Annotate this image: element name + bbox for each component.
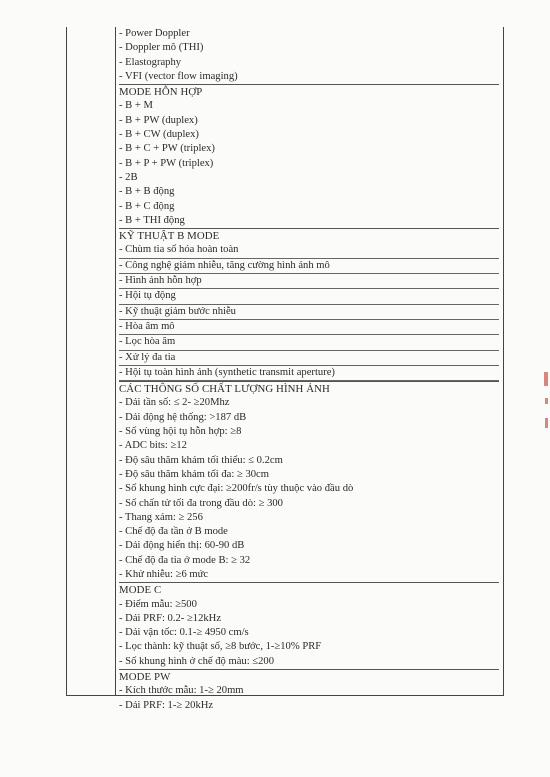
section-header: MODE C <box>119 584 162 597</box>
list-item: - Dải PRF: 1-≥ 20kHz <box>119 699 214 711</box>
list-item: - Công nghệ giảm nhiễu, tăng cường hình ảnh mô <box>119 259 499 274</box>
column-divider <box>115 27 116 695</box>
list-item: - Hội tụ động <box>119 289 499 304</box>
list-item: - ADC bits: ≥12 <box>119 440 187 452</box>
list-item: - Elastography <box>119 56 182 68</box>
list-item: - Điểm mẫu: ≥500 <box>119 598 197 610</box>
list-item: - B + M <box>119 100 153 112</box>
red-mark <box>545 418 548 428</box>
spec-section <box>119 228 499 381</box>
section-header: CÁC THÔNG SỐ CHẤT LƯỢNG HÌNH ẢNH <box>119 383 330 396</box>
list-item: - Lọc thành: kỹ thuật số, ≥8 bước, 1-≥10% PRF <box>119 641 322 653</box>
list-item: - Kích thước mẫu: 1-≥ 20mm <box>119 685 244 697</box>
spec-section <box>119 381 499 582</box>
section-header: MODE HỖN HỢP <box>119 86 203 99</box>
list-item: - Dải vận tốc: 0.1-≥ 4950 cm/s <box>119 627 249 639</box>
list-item: - B + P + PW (triplex) <box>119 157 214 169</box>
section-header: KỸ THUẬT B MODE <box>119 230 220 243</box>
list-item: - Xử lý đa tia <box>119 351 499 366</box>
list-item: - Hội tụ toàn hình ảnh (synthetic transmit aperture) <box>119 366 499 381</box>
list-item: - Độ sâu thăm khám tối thiểu: ≤ 0.2cm <box>119 454 283 466</box>
list-item: - Chùm tia số hóa hoàn toàn <box>119 243 499 258</box>
spec-section <box>119 669 499 713</box>
list-item: - Chế độ đa tần ở B mode <box>119 526 228 538</box>
list-item: - Hòa âm mô <box>119 320 499 335</box>
list-item: - Power Doppler <box>119 28 190 39</box>
list-item: - B + B động <box>119 186 175 198</box>
list-item: - Độ sâu thăm khám tối đa: ≥ 30cm <box>119 468 269 480</box>
list-item: - B + PW (duplex) <box>119 114 198 126</box>
list-item: - Kỹ thuật giảm bước nhiễu <box>119 305 499 320</box>
spec-table <box>66 27 504 711</box>
list-item: - Lọc hòa âm <box>119 335 499 350</box>
list-item: - 2B <box>119 171 138 183</box>
list-item: - Dải PRF: 0.2- ≥12kHz <box>119 612 222 624</box>
list-item: - Số vùng hội tụ hỗn hợp: ≥8 <box>119 426 242 438</box>
list-item: - B + THI động <box>119 214 185 226</box>
spec-column <box>119 27 499 713</box>
section-header: MODE PW <box>119 671 171 684</box>
list-item: - Hình ảnh hỗn hợp <box>119 274 499 289</box>
list-item: - B + C động <box>119 200 175 212</box>
list-item: - B + C + PW (triplex) <box>119 143 215 155</box>
list-item: - Dải động hiển thị: 60-90 dB <box>119 540 245 552</box>
list-item: - Dải động hệ thống: >187 dB <box>119 411 247 423</box>
list-item: - Số khung hình ở chế độ màu: ≤200 <box>119 655 275 667</box>
list-item: - Khử nhiễu: ≥6 mức <box>119 568 209 580</box>
list-item: - B + CW (duplex) <box>119 129 199 141</box>
list-item: - Số chấn tử tối đa trong đầu dò: ≥ 300 <box>119 497 283 509</box>
list-item: - Doppler mô (THI) <box>119 42 204 54</box>
list-item: - VFI (vector flow imaging) <box>119 70 238 82</box>
list-item: - Thang xám: ≥ 256 <box>119 511 203 523</box>
spec-section <box>119 84 499 228</box>
list-item: - Chế độ đa tia ở mode B: ≥ 32 <box>119 554 251 566</box>
list-item: - Dải tần số: ≤ 2- ≥20Mhz <box>119 397 230 409</box>
spec-section <box>119 582 499 669</box>
red-mark <box>544 372 548 386</box>
list-item: - Số khung hình cực đại: ≥200fr/s tùy thuộc vào đầu dò <box>119 483 354 495</box>
red-mark <box>545 398 548 404</box>
